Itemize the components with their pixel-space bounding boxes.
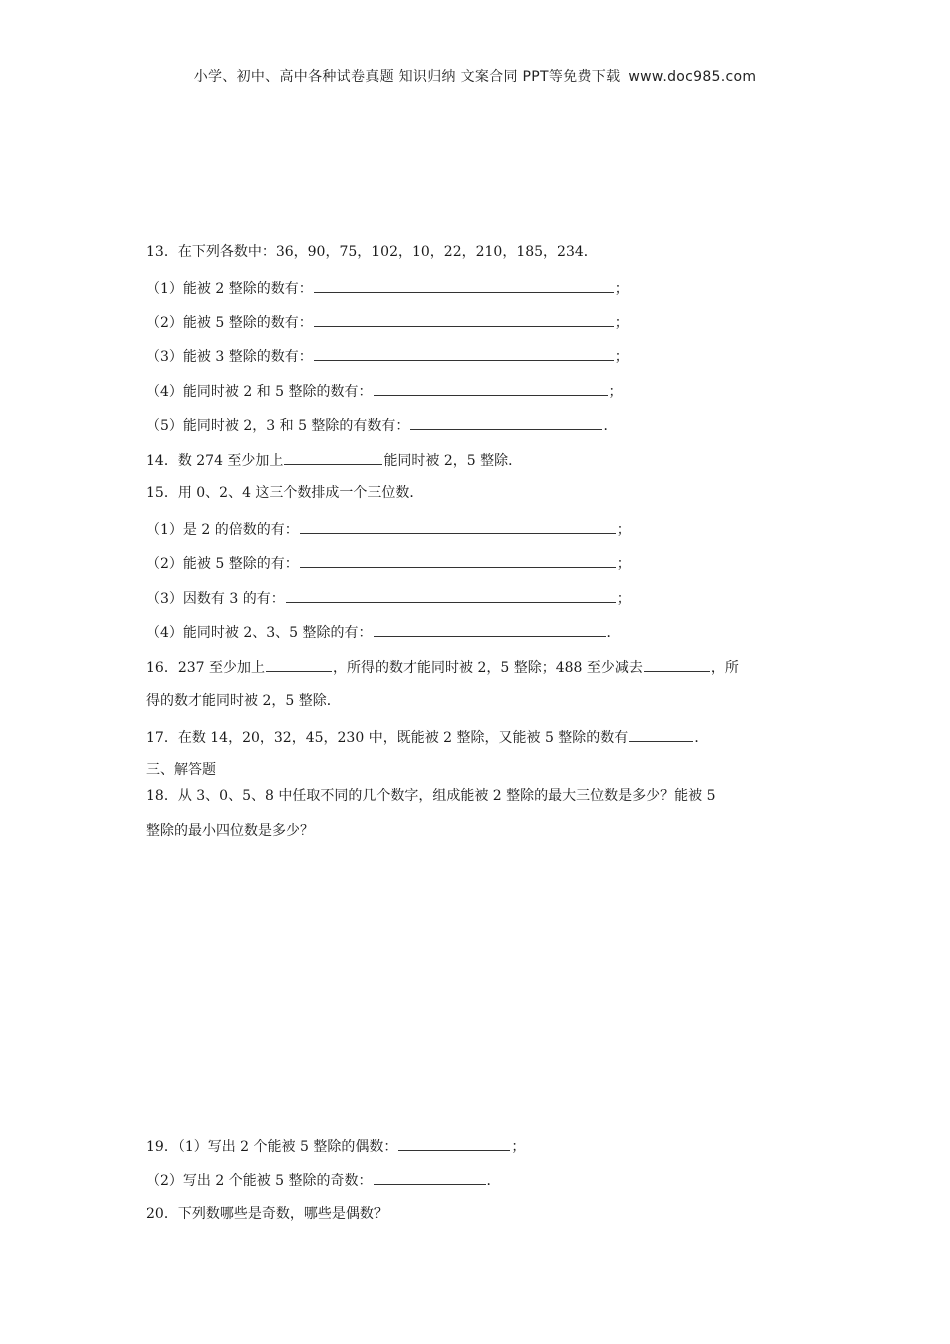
- answer-blank[interactable]: [410, 415, 602, 430]
- page-header: [0, 66, 950, 86]
- q14: 14．数 274 至少加上 能同时被 2，5 整除．: [146, 450, 522, 470]
- q18-line1: 18．从 3、0、5、8 中任取不同的几个数字，组成能被 2 整除的最大三位数是多少？能被 5: [146, 788, 716, 804]
- q15-stem: 15．用 0、2、4 这三个数排成一个三位数．: [146, 485, 424, 501]
- answer-blank[interactable]: [374, 381, 608, 396]
- answer-blank[interactable]: [300, 519, 616, 534]
- q15-part4: （4）能同时被 2、3、5 整除的有： ．: [146, 622, 621, 642]
- q13-part5: （5）能同时被 2，3 和 5 整除的有数有： ．: [146, 415, 617, 435]
- answer-blank[interactable]: [314, 278, 614, 293]
- q16-line1: 16．237 至少加上 ，所得的数才能同时被 2，5 整除；488 至少减去 ，所: [146, 657, 739, 677]
- answer-blank[interactable]: [284, 450, 382, 465]
- answer-blank[interactable]: [398, 1136, 510, 1151]
- q19-part1: 19．（1）写出 2 个能被 5 整除的偶数： ；: [146, 1136, 525, 1156]
- q18-line2: 整除的最小四位数是多少？: [146, 823, 314, 839]
- q15-part3: （3）因数有 3 的有： ；: [146, 588, 631, 608]
- answer-blank[interactable]: [266, 657, 332, 672]
- answer-blank[interactable]: [286, 588, 616, 603]
- q13-part1: （1）能被 2 整除的数有： ；: [146, 278, 629, 298]
- q17: 17．在数 14，20，32，45，230 中，既能被 2 整除，又能被 5 整除的数有 ．: [146, 727, 708, 747]
- answer-blank[interactable]: [314, 346, 614, 361]
- header-text: 小学、初中、高中各种试卷真题 知识归纳 文案合同 PPT等免费下载: [193, 69, 621, 85]
- q20-stem: 20．下列数哪些是奇数，哪些是偶数？: [146, 1206, 388, 1222]
- q15-part2: （2）能被 5 整除的有： ；: [146, 553, 631, 573]
- answer-blank[interactable]: [300, 553, 616, 568]
- q16-line2: 得的数才能同时被 2，5 整除．: [146, 693, 341, 709]
- answer-blank[interactable]: [644, 657, 710, 672]
- answer-blank[interactable]: [629, 727, 693, 742]
- header-url[interactable]: www.doc985.com: [628, 69, 757, 85]
- answer-blank[interactable]: [374, 1170, 486, 1185]
- answer-blank[interactable]: [314, 312, 614, 327]
- q13-part2: （2）能被 5 整除的数有： ；: [146, 312, 629, 332]
- q15-part1: （1）是 2 的倍数的有： ；: [146, 519, 631, 539]
- q19-part2: （2）写出 2 个能被 5 整除的奇数： ．: [146, 1170, 501, 1190]
- section-title: 三、解答题: [146, 762, 216, 778]
- q13-stem: 13．在下列各数中：36，90，75，102，10，22，210，185，234．: [146, 244, 598, 260]
- q13-part3: （3）能被 3 整除的数有： ；: [146, 346, 629, 366]
- q13-part4: （4）能同时被 2 和 5 整除的数有： ；: [146, 381, 623, 401]
- answer-blank[interactable]: [374, 622, 606, 637]
